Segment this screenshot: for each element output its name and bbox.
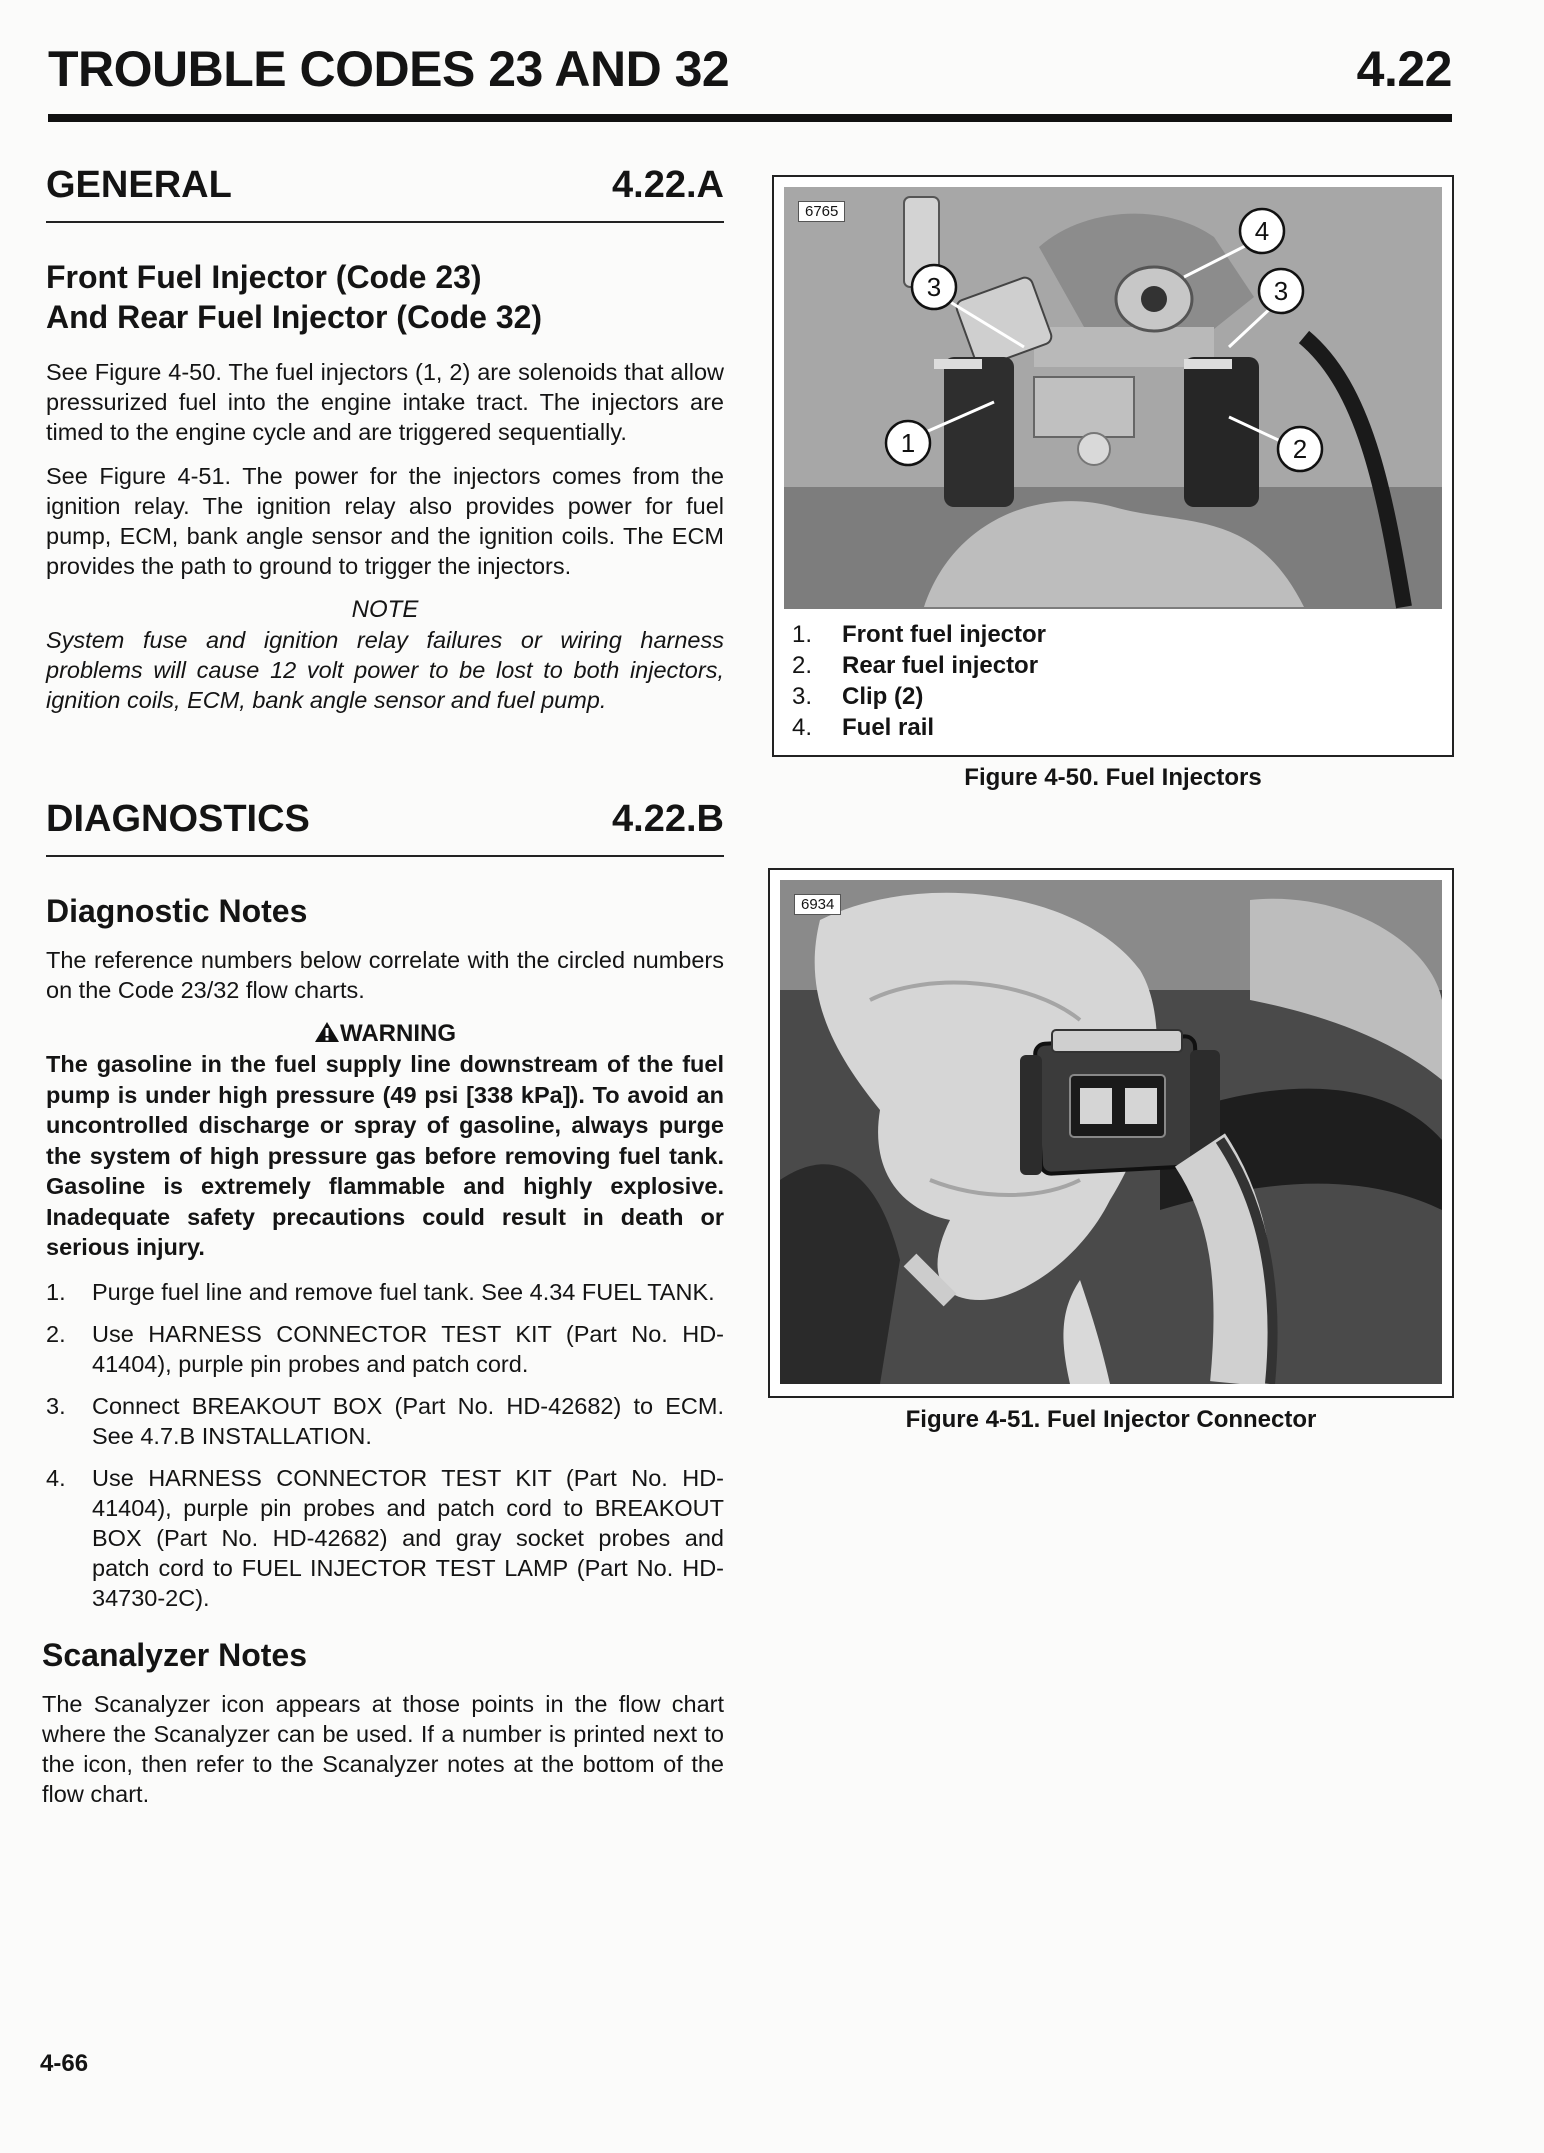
fuel-injector-connector-illustration [780, 880, 1442, 1384]
photo-id-label: 6934 [794, 894, 841, 915]
svg-text:4: 4 [1254, 216, 1270, 246]
legend-number: 3. [792, 683, 813, 710]
general-heading [46, 164, 724, 223]
page-number: 4-66 [40, 2050, 89, 2077]
step-text: Purge fuel line and remove fuel tank. See 4.34 FUEL TANK. [92, 1278, 715, 1305]
step-item [46, 1463, 724, 1613]
general-heading-text: GENERAL [46, 164, 232, 206]
legend-item [792, 681, 1438, 712]
step-item [46, 1319, 724, 1379]
header-rule [48, 114, 1452, 122]
legend-label: Rear fuel injector [842, 652, 1039, 679]
warning-triangle-icon [314, 1021, 340, 1043]
general-subheading-2: And Rear Fuel Injector (Code 32) [46, 299, 543, 335]
callout-2 [1278, 427, 1322, 471]
warning-text: The gasoline in the fuel supply line downstream of the fuel pump is under high pressure (49 psi [338 kPa]). To avoid an uncontrolled discharge or spray of gasoline, always purge the system of high pressure gas before removing fuel tank. Gasoline is extremely flammable and highly explosive. Inadequate safety precautions could result in death or serious injury. [46, 1051, 724, 1260]
diagnostics-section [42, 798, 724, 1823]
warning-label [46, 1019, 724, 1049]
step-number: 3. [46, 1392, 66, 1419]
step-text: Use HARNESS CONNECTOR TEST KIT (Part No. HD-41404), purple pin probes and patch cord to BREAKOUT BOX (Part No. HD-42682) and gray socket probes and patch cord to FUEL INJECTOR TEST LAMP (Part No. HD-34730-2C). [92, 1464, 724, 1611]
step-number: 2. [46, 1320, 66, 1347]
section-number: 4.22 [1356, 41, 1452, 97]
figure-4-50 [772, 175, 1454, 757]
diagnostic-steps [46, 1277, 724, 1613]
svg-text:3: 3 [1273, 276, 1289, 306]
figure-4-50-caption: Figure 4-50. Fuel Injectors [964, 764, 1262, 791]
scanalyzer-notes-paragraph: The Scanalyzer icon appears at those points in the flow chart where the Scanalyzer can be used. If a number is printed next to the icon, then refer to the Scanalyzer notes at the bottom of the flow chart. [42, 1690, 724, 1807]
callout-3-right [1259, 269, 1303, 313]
legend-item [792, 650, 1438, 681]
step-item [46, 1277, 724, 1307]
svg-text:1: 1 [900, 428, 916, 458]
diagnostic-notes-paragraph: The reference numbers below correlate with the circled numbers on the Code 23/32 flow charts. [46, 947, 724, 1003]
callout-1 [886, 421, 930, 465]
note-label: NOTE [351, 596, 419, 623]
callout-4 [1240, 209, 1284, 253]
fuel-injector-connector-photo [780, 880, 1442, 1384]
legend-label: Front fuel injector [842, 621, 1046, 648]
legend-number: 1. [792, 621, 813, 648]
page-header [48, 40, 1452, 98]
step-number: 1. [46, 1278, 66, 1305]
photo-id-label: 6765 [798, 201, 845, 222]
general-paragraph-2: See Figure 4-51. The power for the injectors comes from the ignition relay. The ignition relay also provides power for fuel pump, ECM, bank angle sensor and the ignition coils. The ECM provides the path to ground to trigger the injectors. [46, 463, 724, 579]
general-paragraph-1: See Figure 4-50. The fuel injectors (1, 2) are solenoids that allow pressurized fuel into the engine intake tract. The injectors are timed to the engine cycle and are triggered sequentially. [46, 359, 724, 445]
svg-text:2: 2 [1292, 434, 1308, 464]
svg-text:3: 3 [926, 272, 942, 302]
legend-item [792, 619, 1438, 650]
legend-item [792, 712, 1438, 743]
warning-label-text: WARNING [340, 1020, 456, 1047]
callout-3-left [912, 265, 956, 309]
diagnostics-heading [46, 798, 724, 857]
fuel-injectors-photo [784, 187, 1442, 609]
step-item [46, 1391, 724, 1451]
note-text: System fuse and ignition relay failures or wiring harness problems will cause 12 volt power to be lost to both injectors, ignition coils, ECM, bank angle sensor and fuel pump. [46, 627, 724, 713]
general-section [46, 164, 724, 715]
legend-number: 2. [792, 652, 813, 679]
step-number: 4. [46, 1464, 66, 1491]
diagnostic-notes-heading: Diagnostic Notes [46, 893, 308, 929]
scanalyzer-notes-heading: Scanalyzer Notes [42, 1636, 308, 1673]
figure-legend [774, 609, 1452, 751]
page-title: TROUBLE CODES 23 AND 32 [48, 41, 730, 97]
general-heading-number: 4.22.A [612, 164, 724, 206]
legend-number: 4. [792, 714, 813, 741]
legend-label: Fuel rail [842, 714, 935, 741]
legend-label: Clip (2) [842, 683, 924, 710]
diagnostics-heading-number: 4.22.B [612, 798, 724, 840]
figure-4-51 [768, 868, 1454, 1398]
fuel-injectors-illustration [784, 187, 1442, 609]
step-text: Connect BREAKOUT BOX (Part No. HD-42682) to ECM. See 4.7.B INSTALLATION. [92, 1392, 724, 1449]
step-text: Use HARNESS CONNECTOR TEST KIT (Part No. HD-41404), purple pin probes and patch cord. [92, 1320, 724, 1377]
general-subheading-1: Front Fuel Injector (Code 23) [46, 259, 482, 295]
diagnostics-heading-text: DIAGNOSTICS [46, 798, 310, 840]
figure-4-51-caption: Figure 4-51. Fuel Injector Connector [905, 1406, 1317, 1433]
